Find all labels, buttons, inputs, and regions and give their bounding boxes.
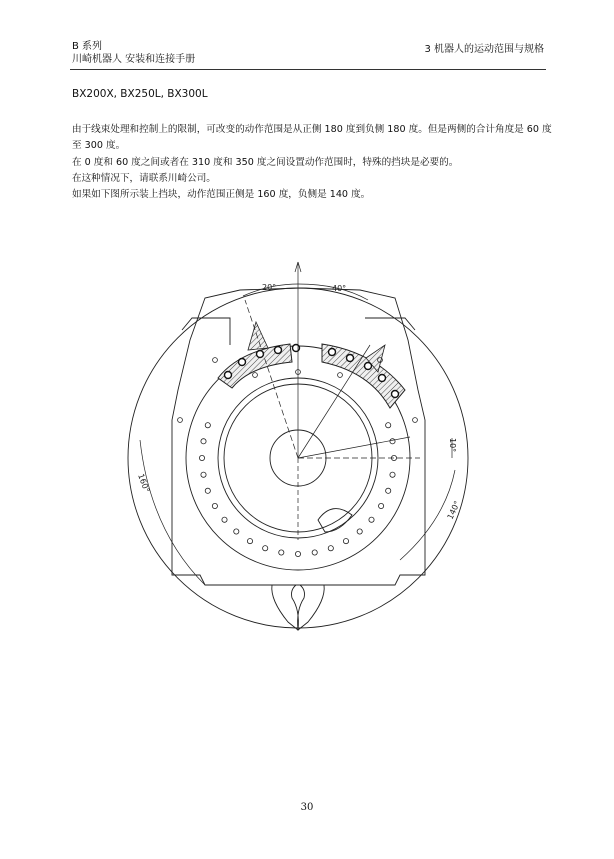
flange-hole [390,472,395,477]
stopper-bolt [365,363,372,370]
base-hole [213,358,218,363]
flange-hole [386,488,391,493]
flange-hole [369,517,374,522]
arc-160 [140,440,205,585]
flange-hole [328,546,333,551]
stopper-bolt [392,391,399,398]
base-outline [172,288,425,585]
stopper-bolt [379,375,386,382]
page-number: 30 [300,802,314,813]
base-hole [178,418,183,423]
flange-hole [222,517,227,522]
series-label: B 系列 [72,41,103,52]
base-hole [413,418,418,423]
flange-hole [199,455,204,460]
flange-hole [295,551,300,556]
stopper-bolt [293,345,300,352]
base-inner-outline [182,318,415,345]
header-divider [70,69,546,70]
left-stopper-wedge [248,322,268,350]
flange-hole [279,550,284,555]
page-header-left [72,40,195,66]
ten-degree-line [298,437,410,458]
flange-hole [234,529,239,534]
flange-hole [205,423,210,428]
flange-hole [212,503,217,508]
stopper-bolt [225,372,232,379]
flange-hole [357,529,362,534]
paragraph-line: 在这种情况下，请联系川崎公司。 [72,172,216,184]
paragraph-line: 如果如下图所示装上挡块，动作范围正侧是 160 度，负侧是 140 度。 [72,189,371,201]
bottom-lobe-right [298,585,325,630]
stopper-bolt [347,355,354,362]
chapter-title: 3 机器人的运动范围与规格 [424,44,544,55]
stopper-bolt [239,359,246,366]
paragraph-line: 由于线束处理和控制上的限制，可改变的动作范围是从正侧 180 度到负侧 180 度。但是两侧的合计角度是 60 度至 300 度。 [72,124,552,152]
flange-hole [201,472,206,477]
flange-hole [343,539,348,544]
flange-hole [263,546,268,551]
flange-hole [386,423,391,428]
flange-hole [247,539,252,544]
model-list: BX200X, BX250L, BX300L [72,88,208,100]
base-hole [253,373,258,378]
flange-hole [312,550,317,555]
angle-label-160: 160° [136,472,152,494]
bottom-lobe-left [272,585,299,630]
angle-label-40: 40° [332,284,347,293]
angle-label-10: 10° [448,438,457,453]
flange-hole [205,488,210,493]
flange-hole [390,439,395,444]
base-hole [338,373,343,378]
angle-label-140: 140° [445,499,462,521]
stopper-bolt [329,349,336,356]
stopper-range-drawing [120,250,480,640]
minus-stop-line [245,300,298,458]
flange-hole [379,503,384,508]
stopper-bolt [275,347,282,354]
angle-label-20: 20° [262,283,277,292]
flange-hole [201,439,206,444]
manual-title: 川崎机器人 安装和连接手册 [72,54,196,65]
paragraph-line: 在 0 度和 60 度之间或者在 310 度和 350 度之间设置动作范围时，特殊的挡块是必要的。 [72,156,459,168]
body-paragraph [72,122,552,203]
